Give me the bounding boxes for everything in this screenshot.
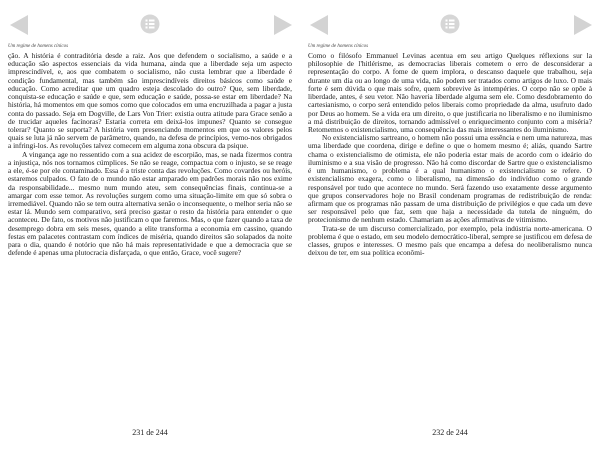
- right-nav-bar: [300, 14, 600, 38]
- paragraph: No existencialismo sartreano, o homem não possui uma essência e nem uma natureza, mas uma liberdade que coordena, dirige e define o que o homem mesmo é; aliás, quando Sartre chama o existencialismo de otimista, ele não poderia estar mais de acordo com o ideário do iluminismo e a sua visão de progresso. Não há como discordar de Sartre que o existencialismo é um humanismo, o problema é a qual humanismo o existencialismo se refere. O existencialismo exagera, como o liberalismo, na dimensão do indivíduo como o grande responsável por tudo que acontece no mundo. Será fazendo uso exatamente desse argumento que grupos conservadores hoje no Brasil condenam programas de redistribuição de renda: afirmam que os programas não passam de uma distribuição de privilégios e que cada um deve ser responsável pelo que faz, sem que haja a necessidade da tutela de ninguém, do protecionismo de nenhum estado. Chamariam as ações afirmativas de vitimismo.: [308, 133, 592, 225]
- previous-page-button[interactable]: [308, 14, 330, 36]
- left-nav-bar: [0, 14, 300, 38]
- right-page: [300, 0, 600, 450]
- triangle-right-icon: [274, 15, 292, 35]
- menu-button[interactable]: [140, 14, 160, 34]
- next-page-button[interactable]: [272, 14, 294, 36]
- paragraph: A vingança age no ressentido com a sua acidez de escorpião, mas, se nada fizermos contra a injustiça, nós nos tornamos cúmplices. Se não se reage, compactua com o injusto, se se reage a ele, é-se por ele contaminado. Essa é a triste conta das revoluções. Como covardes ou heróis, estaremos culpados. O fato de o mundo não estar amparado em padrões morais não nos exime da responsabilidade... mesmo num mundo ateu, sem consequências finais, continua-se a amargar com esse temor. As revoluções surgem como uma situação-limite em que só sobra o irremediável. Quando não se tem outra alternativa senão o inconsequente, o melhor seria não se estar lá. Mundo sem comparativo, será preciso gastar o resto da história para entender o que aconteceu. De fato, os motivos não justificam o que faremos. Mas, o que fazer quando a taxa de desemprego dobra em seis meses, quando a elite transforma a economia em cassino, quando festas em palacetes contrastam com índices de miséria, quando direitos são solapados da noite para o dia, quando é notório que não há mais representatividade e que a democracia que se defende é apenas uma plutocracia disfarçada, o que então, Grace, você sugere?: [8, 149, 292, 258]
- triangle-left-icon: [310, 15, 328, 35]
- previous-page-button[interactable]: [8, 14, 30, 36]
- triangle-right-icon: [574, 15, 592, 35]
- triangle-left-icon: [10, 15, 28, 35]
- page-body: [308, 52, 592, 257]
- menu-button[interactable]: [440, 14, 460, 34]
- running-header: Um regime de homens cínicos: [308, 44, 369, 49]
- next-page-button[interactable]: [572, 14, 594, 36]
- running-header: Um regime de homens cínicos: [8, 44, 69, 49]
- paragraph: ção. A história é contraditória desde a raiz. Aos que defendem o socialismo, a saúde e a educação são aspectos essenciais da vida humana, ainda que a liberdade seja um aspecto imprescindível, e, aos que combatem o socialismo, não custa lembrar que a liberdade é condição fundamental, mas também são imprescindíveis direitos básicos como saúde e educação. Como acreditar que um quadro esteja descolado do outro? Que, sem liberdade, conquista-se educação e saúde e que, sem educação e saúde, possa-se estar em liberdade? Na história, há momentos em que somos como que colocados em uma encruzilhada a pagar a justa conta do passado. Seja em Dogville, de Lars Von Trier: existia outra atitude para Grace senão a de trucidar aqueles facínoras? Estaria correta em deixá-los impunes? Quanto se consegue tolerar? Quanto se suporta? A história vem presenciando momentos em que os valores pelos quais se luta já não servem de parâmetro, quando, na defesa de princípios, vemo-nos obrigados a infringi-los. As revoluções talvez comecem em alguma zona obscura da psique.: [8, 51, 292, 151]
- page-number: 232 de 244: [432, 428, 468, 437]
- page-body: [8, 52, 292, 257]
- paragraph: Como o filósofo Emmanuel Levinas acentua em seu artigo Quelques réflexions sur la philosophie de l'hitlérisme, as democracias liberais cometem o erro de desconsiderar a representação do corpo. A fome de quem implora, o descanso daquele que trabalhou, seja durante um dia ou ao longo de uma vida, não podem ser tratados como artigos de luxo. O mais forte é sem dúvida o que mais sofre, quem sobrevive às intempéries. O corpo não se opõe à liberdade, antes, é seu vetor. Não haveria liberdade alguma sem ele. Como desdobramento do cartesianismo, o corpo será entendido pelos liberais como propriedade da alma, usufruto dado por Deus ao homem. Se a vida era um direito, o que justificaria no liberalismo e no iluminismo a má distribuição de direitos, tornando admissível o enriquecimento conjunto com a miséria? Retomemos o existencialismo, uma consequência das mais interessantes do iluminismo.: [308, 51, 592, 134]
- page-number: 231 de 244: [132, 428, 168, 437]
- paragraph: Trata-se de um discurso comercializado, por exemplo, pela indústria norte-americana. O problema é que o estado, em seu modelo democrático-liberal, sempre se justificou em defesa de classes, grupos e interesses. O mesmo país que encampa a defesa do neoliberalismo nunca deixou de ter, em sua política econômi-: [308, 223, 592, 258]
